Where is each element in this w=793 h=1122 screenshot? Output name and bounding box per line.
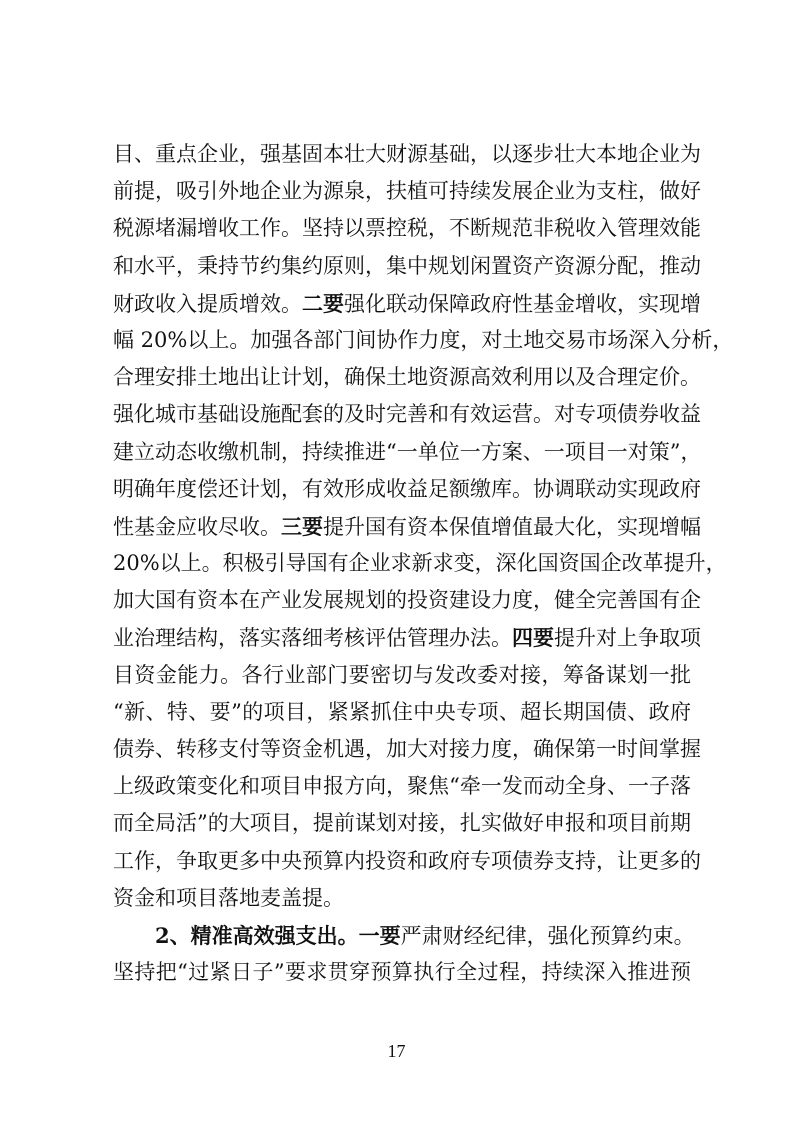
text-line [113, 880, 691, 917]
text-segment: 工作，争取更多中央预算内投资和政府专项债券支持，让更多的 [113, 848, 701, 873]
text-line [113, 582, 701, 619]
text-line [113, 396, 701, 433]
text-line [113, 434, 702, 471]
text-line [113, 694, 691, 731]
text-segment: 合理安排土地出让计划，确保土地资源高效利用以及合理定价。 [113, 365, 701, 390]
text-segment: 债券、转移支付等资金机遇，加大对接力度，确保第一时间掌握 [113, 737, 701, 761]
text-line [113, 843, 701, 880]
text-line [113, 954, 691, 991]
text-line [113, 545, 727, 582]
text-line [113, 322, 734, 359]
text-segment: 坚持把“过紧日子”要求贯穿预算执行全过程，持续深入推进预 [113, 960, 691, 985]
text-segment: 明确年度偿还计划，有效形成收益足额缴库。协调联动实现政府 [113, 476, 701, 501]
text-line [113, 508, 701, 545]
text-segment: 幅 20%以上。加强各部门间协作力度，对土地交易市场深入分析， [113, 327, 734, 352]
text-segment: 加大国有资本在产业发展规划的投资建设力度，健全完善国有企 [113, 588, 701, 613]
bold-text-segment: 2、精准高效强支出。一要 [155, 922, 401, 948]
text-segment: 业治理结构，落实落细考核评估管理办法。 [113, 626, 512, 651]
text-line [113, 471, 701, 508]
text-segment: 目资金能力。各行业部门要密切与发改委对接，筹备谋划一批 [113, 662, 691, 687]
text-segment: 目、重点企业，强基固本壮大财源基础，以逐步壮大本地企业为 [113, 142, 701, 166]
text-line [113, 136, 701, 173]
text-line [113, 917, 695, 954]
text-line [113, 619, 701, 656]
text-segment: 提升对上争取项 [554, 626, 701, 651]
text-segment: 税源堵漏增收工作。坚持以票控税，不断规范非税收入管理效能 [113, 216, 701, 241]
text-segment: 提升国有资本保值增值最大化，实现增幅 [323, 514, 701, 539]
text-segment: 财政收入提质增效。 [113, 291, 302, 316]
body-text [113, 136, 734, 991]
text-segment: 20%以上。积极引导国有企业求新求变，深化国资国企改革提升， [113, 551, 727, 576]
text-line [113, 805, 691, 842]
text-line [113, 731, 701, 768]
text-segment: 而全局活”的大项目，提前谋划对接，扎实做好申报和项目前期 [113, 811, 691, 836]
text-line [113, 359, 701, 396]
page-number: 17 [387, 1041, 406, 1061]
text-segment: 性基金应收尽收。 [113, 514, 281, 539]
text-segment: 上级政策变化和项目申报方向，聚焦“牵一发而动全身、一子落 [113, 774, 691, 799]
text-segment: 严肃财经纪律，强化预算约束。 [400, 923, 695, 948]
text-segment: 前提，吸引外地企业为源泉，扶植可持续发展企业为支柱，做好 [113, 179, 701, 204]
text-line [113, 285, 701, 322]
text-line [113, 657, 691, 694]
text-line [113, 248, 701, 285]
text-line [113, 173, 701, 210]
text-segment: 和水平，秉持节约集约原则，集中规划闲置资产资源分配，推动 [113, 253, 701, 278]
text-segment: “新、特、要”的项目，紧紧抓住中央专项、超长期国债、政府 [113, 699, 691, 724]
bold-text-segment: 二要 [302, 290, 344, 316]
text-segment: 强化联动保障政府性基金增收，实现增 [344, 291, 701, 316]
bold-text-segment: 三要 [281, 513, 323, 539]
text-segment: 资金和项目落地麦盖提。 [113, 885, 344, 910]
bold-text-segment: 四要 [512, 625, 554, 651]
text-segment: 强化城市基础设施配套的及时完善和有效运营。对专项债券收益 [113, 402, 701, 427]
text-segment: 建立动态收缴机制，持续推进“一单位一方案、一项目一对策”， [113, 439, 702, 464]
text-line [113, 768, 691, 805]
text-line [113, 210, 701, 247]
